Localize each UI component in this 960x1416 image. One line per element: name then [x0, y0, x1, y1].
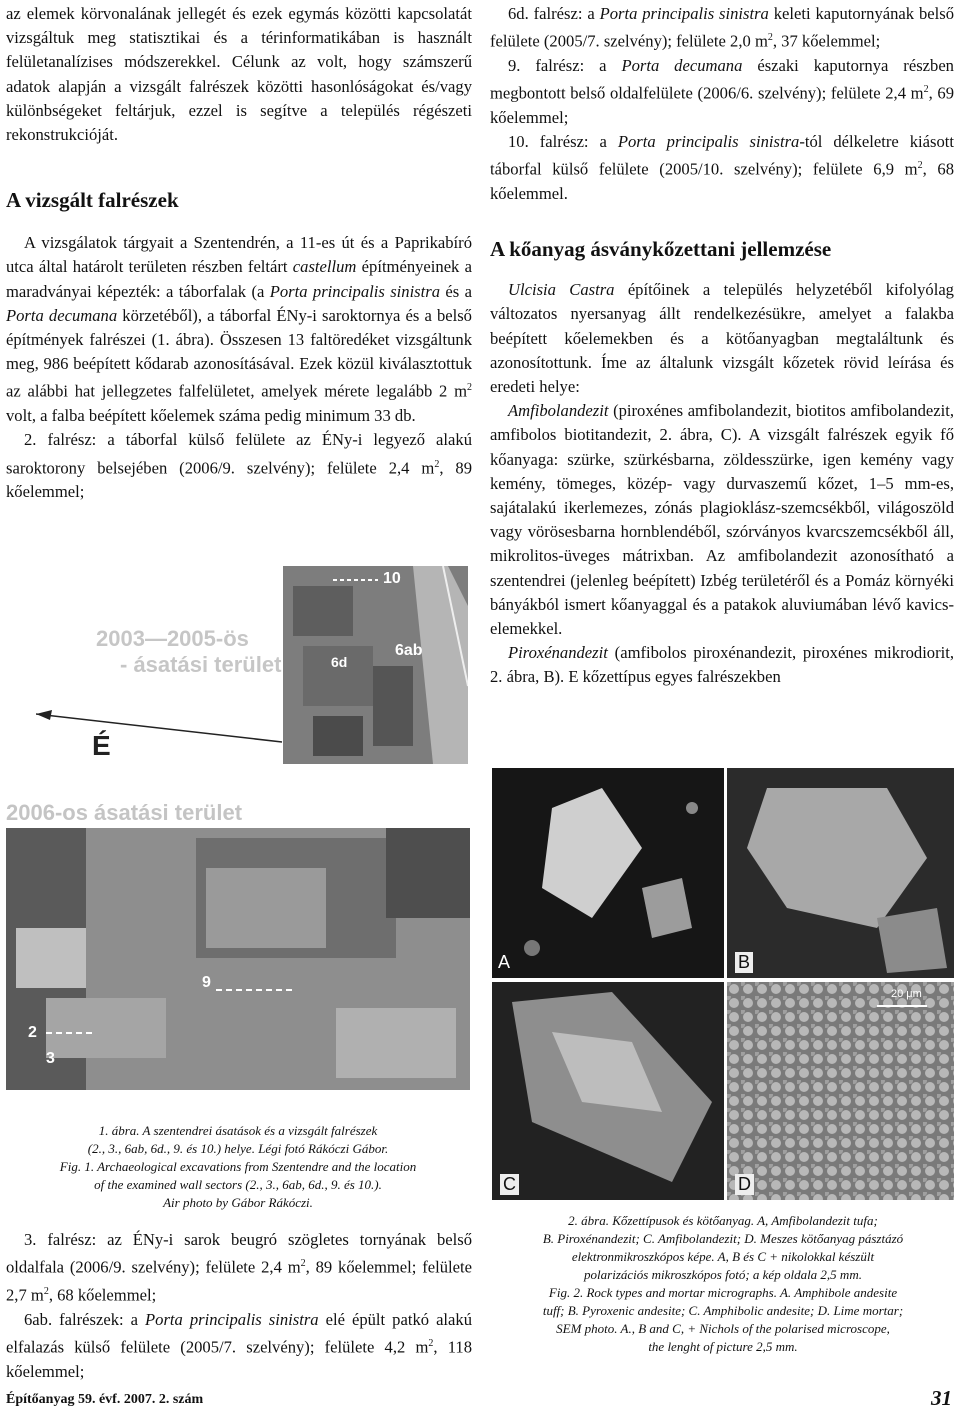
figure-1-caption: 1. ábra. A szentendrei ásatások és a vizsgált falrészek (2., 3., 6ab, 6d., 9. és 10.) helye. Légi fotó Rákóczi Gábor. Fig. 1. Archaeological excavations from Szentendre and the location of the examined wall sectors (2., 3., 6ab, 6d., 9. és 10.). Air photo by Gábor Rákóczi. — [59, 1123, 417, 1210]
section-heading-walls: A vizsgált falrészek — [6, 188, 179, 213]
aerial-photo-2006-svg — [6, 828, 470, 1090]
north-arrow — [36, 690, 286, 750]
label-sector-6ab: 6ab — [395, 642, 423, 659]
label-sector-6d: 6d — [331, 654, 348, 670]
micrograph-a-svg — [492, 768, 724, 978]
journal-footer: Építőanyag 59. évf. 2007. 2. szám — [6, 1392, 204, 1407]
micrograph-a-label: A — [498, 952, 511, 972]
micrograph-c-label: C — [500, 1174, 519, 1195]
page-number: 31 — [931, 1386, 952, 1410]
label-sector-3: 3 — [46, 1050, 55, 1067]
label-excavation-2003: 2003—2005-ös - ásatási terület — [96, 626, 282, 677]
wall-sector-6ab: 6ab. falrészek: a Porta principalis sinistra elé épült patkó alakú elfalazás külső felülete (2005/7. szelvény); felülete 4,2 $m^2$, 118 kőelemmel; — [6, 1309, 473, 1381]
wall-sector-9: 9. falrész: a Porta decumana északi kaputornya részben megbontott belső oldalfelülete (2006/6. szelvény); felülete 2,4 $m^2$, 69 kőelemmel; — [490, 55, 954, 127]
pyroxene-andesite-paragraph: Piroxénandezit (amfibolos piroxénandezit, piroxénes mikrodiorit, 2. ábra, B). E kőzettípus egyes falrészekben — [490, 643, 954, 687]
amphibole-andesite-paragraph: Amfibolandezit (piroxénes amfibolandezit, biotitos amfibolandezit, amfibolos biotitandezit, 2. ábra, C). A vizsgált falrészek egyik fő kőanyaga: szürke, szürkésbarna, zöldesszürke, igen kemény vagy kemény, tömeges, közép- vagy durvaszemű kőzet, 1–5 mm-es, sajátalakú ikerlemezes, zónás plagioklász-szemcsékből, világoszöld vagy vörösesbarna hornblendéből, szórványos kvarcszemcsékből áll, mikrolitos-üveges mátrixban. Az amfibolandezit azonosítható a szentendrei (jelenleg beépített) Izbég területéről és a Pomáz környéki bányákból ismert kőanyaggal és a patakok aluviumában lévő kavics-elemekkel. — [490, 401, 954, 639]
intro-paragraph: az elemek körvonalának jellegét és ezek egymás közötti kapcsolatát vizsgáltuk meg statisztikai és a térinformatikában is használt felületanalízises módszerekkel. Célunk az volt, hogy számszerű adatok alapján a vizsgált falrészek közötti hasonlóságokat és/vagy különbségeket feltárjuk, ezzel is segítve a település régészeti rekonstrukcióját. — [6, 4, 472, 145]
label-sector-9: 9 — [202, 974, 211, 991]
micrograph-c — [492, 982, 724, 1200]
micrograph-b-svg — [727, 768, 954, 978]
micrograph-d-svg — [727, 982, 954, 1200]
figure-2-caption: 2. ábra. Kőzettípusok és kötőanyag. A, Amfibolandezit tufa; B. Piroxénandezit; C. Amfibolandezit; D. Meszes kötőanyag pásztázó elektronmikroszkópos képe. A, B és C + nikolokkal készült polarizációs mikroszkópos fotó; a kép oldala 2,5 mm. Fig. 2. Rock types and mortar micrographs. A. Amphibole andesite tuff; B. Pyroxenic andesite; C. Amphibolic andesite; D. Lime mortar; SEM photo. A., B and C, + Nichols of the polarised microscope, the lenght of picture 2,5 mm. — [542, 1213, 904, 1354]
micrograph-d — [727, 982, 954, 1200]
micrograph-c-svg — [492, 982, 724, 1200]
label-sector-2: 2 — [28, 1024, 37, 1041]
micrograph-d-scale: 20 μm — [891, 988, 922, 1000]
micrograph-b — [727, 768, 954, 978]
wall-sector-6d: 6d. falrész: a Porta principalis sinistra keleti kaputornyának belső felülete (2005/7. szelvény); felülete 2,0 $m^2$, 37 kőelemmel; — [490, 4, 954, 51]
wall-sector-3: 3. falrész: az ÉNy-i sarok beugró szögletes tornyának belső oldalfala (2006/9. szelvény); felülete 2,4 $m^2$, 89 kőelemmel; felülete 2,7 $m^2$, 68 kőelemmel; — [6, 1230, 472, 1305]
label-sector-10: 10 — [383, 570, 401, 587]
walls-paragraph: A vizsgálatok tárgyait a Szentendrén, a 11-es út és a Paprikabíró utca által határolt területen részben feltárt castellum építményeinek a maradványai képezték: a táborfalak (a Porta principalis sinistra és a Porta decumana körzetéből), a táborfal ÉNy-i saroktornya és a belső építmények falrészei (1. ábra). Összesen 13 faltöredéket vizsgáltunk meg, 986 beépített kődarab azonosításával. Ezek közül kiválasztottuk az alábbi hat jellegzetes falfelületet, amelyek mérete legalább 2 $m^2$ volt, a falba beépített kőelemek száma pedig minimum 33 db. — [6, 233, 472, 426]
right-column — [490, 2, 954, 690]
mineralogy-intro: Ulcisia Castra építőinek a település helyzetéből kifolyólag változatos nyersanyag állt rendelkezésükre, amelyet a falakba beépített kőelemekben és a kötőanyagban megtaláltunk és azonosítottunk. Íme az általunk vizsgált kőzetek rövid leírása és eredeti helye: — [490, 280, 954, 397]
aerial-photo-2006 — [6, 828, 470, 1090]
aerial-photo-2003 — [283, 566, 468, 764]
wall-sector-2: 2. falrész: a táborfal külső felülete az ÉNy-i legyező alakú saroktorony belsejében (2006/9. szelvény); felülete 2,4 $m^2$, 89 kőelemmel; — [6, 430, 472, 502]
section-heading-mineralogy: A kőanyag ásványkőzettani jellemzése — [490, 237, 832, 262]
north-label: É — [92, 730, 111, 761]
micrograph-d-label: D — [735, 1174, 754, 1195]
label-excavation-2006: 2006-os ásatási terület — [6, 800, 243, 825]
left-column — [6, 2, 472, 505]
aerial-photo-2003-svg — [283, 566, 468, 764]
left-column-bottom — [6, 1228, 472, 1384]
micrograph-b-label: B — [735, 952, 753, 973]
micrograph-a — [492, 768, 724, 978]
wall-sector-10: 10. falrész: a Porta principalis sinistra-tól délkeletre kiásott táborfal külső felülete (2005/10. szelvény); felülete 6,9 $m^2$, 68 kőelemmel. — [490, 132, 954, 204]
